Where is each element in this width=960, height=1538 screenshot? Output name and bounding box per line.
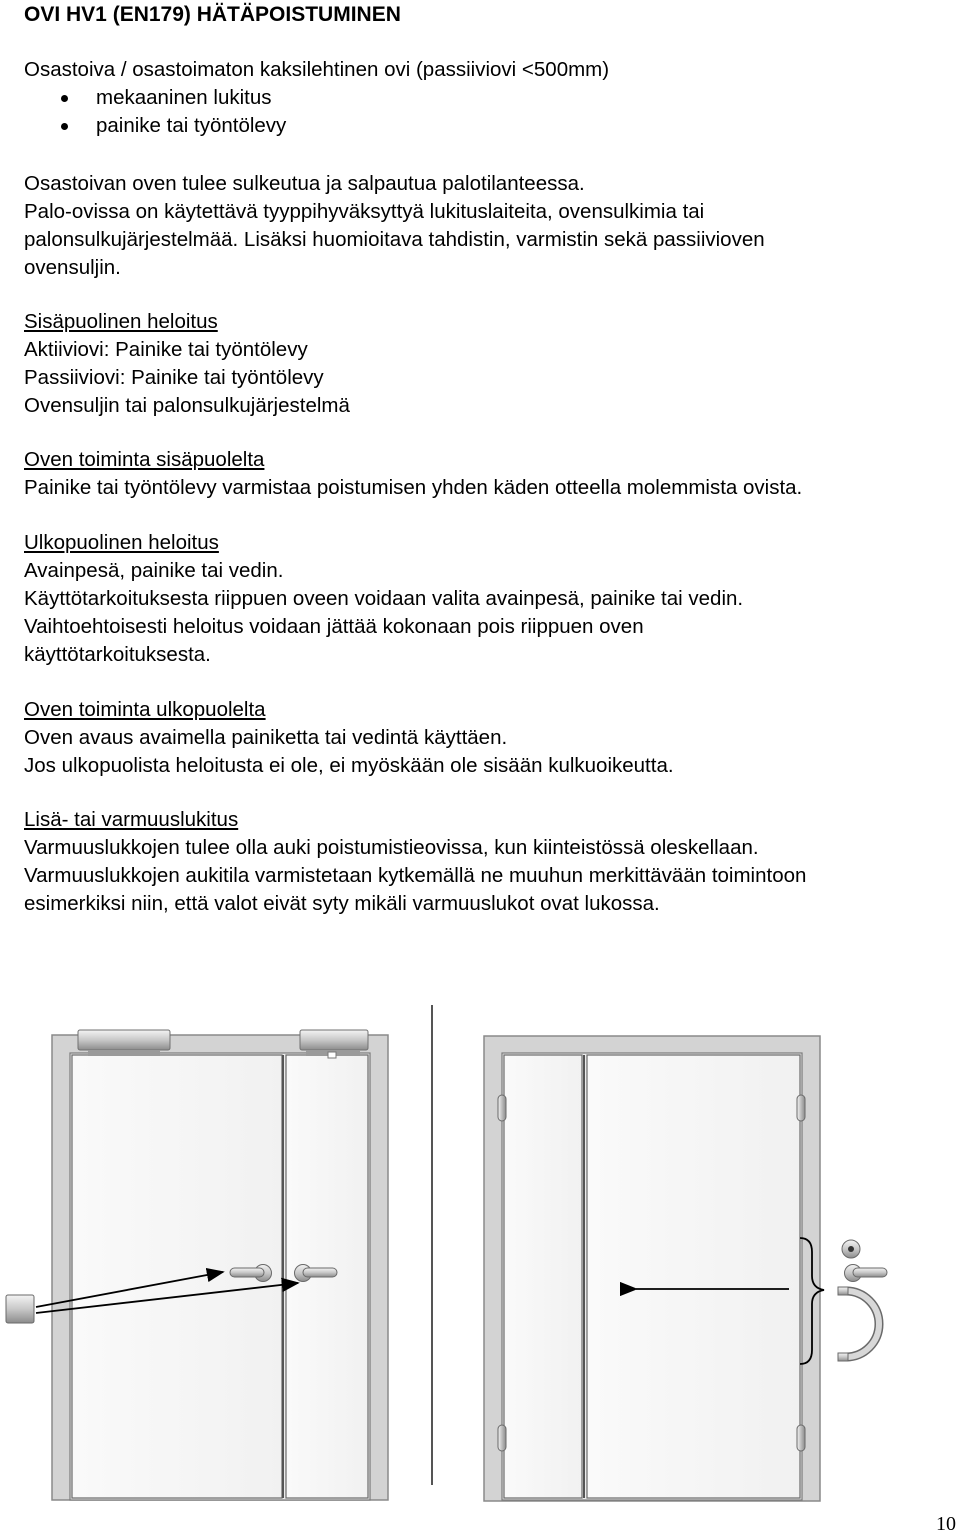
hinge-icon [797, 1095, 805, 1121]
bullet-icon [61, 95, 68, 102]
section-heading: Lisä- tai varmuuslukitus [24, 808, 239, 831]
inside-view-door [6, 1030, 388, 1500]
section-line: esimerkiksi niin, että valot eivät syty mikäli varmuuslukot ovat lukossa. [24, 892, 660, 915]
intro-heading: Osastoiva / osastoimaton kaksilehtinen ovi (passiiviovi <500mm) [24, 58, 610, 81]
section-line: Vaihtoehtoisesti heloitus voidaan jättää kokonaan pois riippuen oven [24, 615, 644, 638]
outside-view-door [484, 1036, 887, 1501]
hinge-icon [498, 1095, 506, 1121]
active-door-leaf [587, 1055, 800, 1498]
passive-door-leaf [504, 1055, 582, 1498]
section-heading: Sisäpuolinen heloitus [24, 310, 218, 333]
paragraph-line: Osastoivan oven tulee sulkeutua ja salpautua palotilanteessa. [24, 172, 585, 195]
section-heading: Ulkopuolinen heloitus [24, 531, 219, 554]
section-line: Ovensuljin tai palonsulkujärjestelmä [24, 394, 350, 417]
section-heading: Oven toiminta ulkopuolelta [24, 698, 266, 721]
door-closer [300, 1030, 368, 1050]
bullet-item: mekaaninen lukitus [24, 84, 286, 112]
intro-bullet-list [24, 84, 286, 140]
section-line: Painike tai työntölevy varmistaa poistumisen yhden käden otteella molemmista ovista. [24, 476, 803, 499]
lever-handle-icon [845, 1265, 888, 1282]
pull-handle-icon [838, 1287, 879, 1361]
section-line: Käyttötarkoituksesta riippuen oveen voidaan valita avainpesä, painike tai vedin. [24, 587, 744, 610]
key-cylinder-icon [842, 1240, 860, 1258]
section-heading: Oven toiminta sisäpuolelta [24, 448, 265, 471]
section-line: Aktiiviovi: Painike tai työntölevy [24, 338, 308, 361]
paragraph-line: Palo-ovissa on käytettävä tyyppihyväksyttyä lukituslaiteita, ovensulkimia tai [24, 200, 705, 223]
section-line: Varmuuslukkojen tulee olla auki poistumistieovissa, kun kiinteistössä oleskellaan. [24, 836, 759, 859]
door-hardware-illustration [0, 1000, 960, 1510]
hinge-icon [498, 1425, 506, 1451]
bullet-item: painike tai työntölevy [24, 112, 286, 140]
section-line: Jos ulkopuolista heloitusta ei ole, ei myöskään ole sisään kulkuoikeutta. [24, 754, 674, 777]
hinge-icon [797, 1425, 805, 1451]
bullet-icon [61, 123, 68, 130]
section-line: Varmuuslukkojen aukitila varmistetaan kytkemällä ne muuhun merkittävään toimintoon [24, 864, 807, 887]
page-number: 10 [936, 1513, 956, 1535]
section-line: käyttötarkoituksesta. [24, 643, 211, 666]
paragraph-line: ovensuljin. [24, 256, 121, 279]
paragraph-line: palonsulkujärjestelmää. Lisäksi huomioitava tahdistin, varmistin sekä passiivioven [24, 228, 765, 251]
section-line: Avainpesä, painike tai vedin. [24, 559, 284, 582]
section-line: Oven avaus avaimella painiketta tai vedintä käyttäen. [24, 726, 508, 749]
page-title: OVI HV1 (EN179) HÄTÄPOISTUMINEN [24, 3, 401, 26]
section-line: Passiiviovi: Painike tai työntölevy [24, 366, 324, 389]
door-closer [78, 1030, 170, 1050]
push-plate-icon [6, 1295, 34, 1323]
